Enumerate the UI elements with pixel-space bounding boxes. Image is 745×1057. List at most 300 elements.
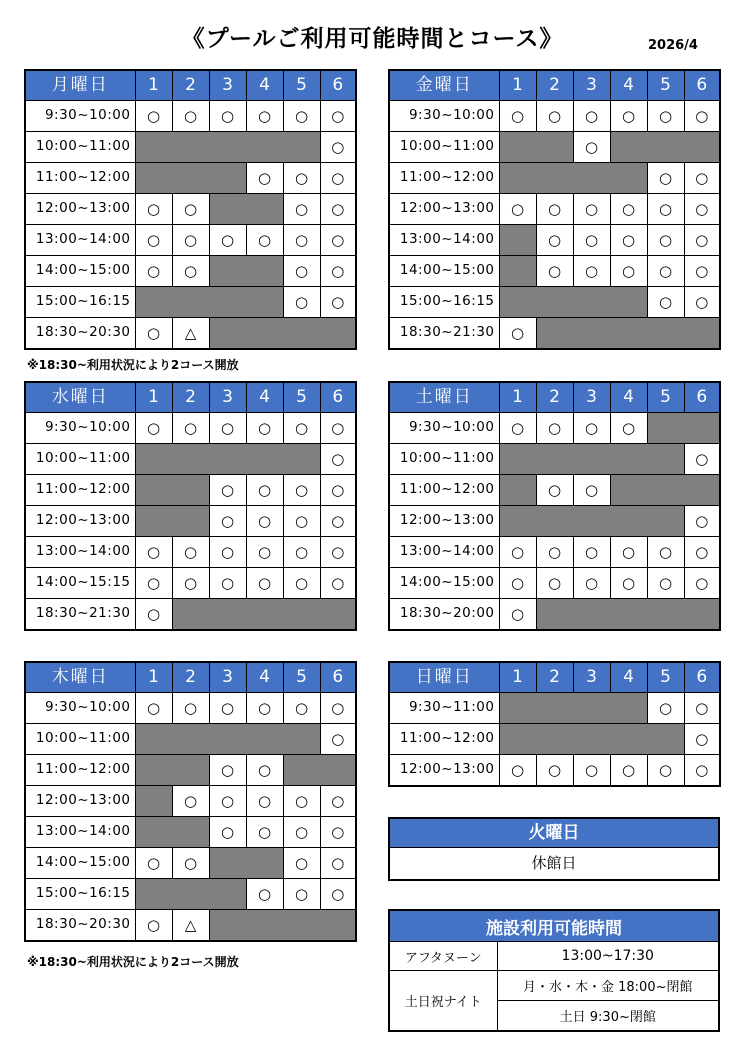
time-slot: 18:30~20:30: [25, 910, 135, 942]
available-mark: ○: [246, 537, 283, 568]
available-mark: ○: [172, 256, 209, 287]
available-mark: ○: [135, 256, 172, 287]
time-slot: 11:00~12:00: [25, 163, 135, 194]
time-row: [25, 599, 356, 631]
available-mark: ○: [320, 225, 356, 256]
time-slot: 12:00~13:00: [389, 755, 499, 787]
lane-header: 5: [283, 382, 320, 413]
time-slot: 13:00~14:00: [389, 537, 499, 568]
available-mark: ○: [135, 225, 172, 256]
time-slot: 11:00~12:00: [389, 475, 499, 506]
unavailable-cell: [209, 194, 283, 225]
time-row: [25, 724, 356, 755]
lane-header: 6: [320, 382, 356, 413]
available-mark: ○: [172, 848, 209, 879]
available-mark: ○: [135, 194, 172, 225]
time-slot: 14:00~15:00: [25, 256, 135, 287]
available-mark: ○: [246, 817, 283, 848]
time-row: [25, 755, 356, 786]
time-row: [25, 879, 356, 910]
time-row: [389, 318, 720, 350]
time-row: [389, 132, 720, 163]
lane-header: 5: [283, 662, 320, 693]
time-slot: 18:30~20:30: [25, 318, 135, 350]
available-mark: ○: [499, 599, 536, 631]
lane-header: 2: [536, 70, 573, 101]
unavailable-cell: [135, 163, 246, 194]
available-mark: ○: [573, 225, 610, 256]
time-row: [25, 568, 356, 599]
time-slot: 14:00~15:00: [25, 848, 135, 879]
lane-header: 5: [647, 382, 684, 413]
unavailable-cell: [135, 879, 246, 910]
time-row: [25, 287, 356, 318]
available-mark: ○: [172, 225, 209, 256]
available-mark: ○: [499, 568, 536, 599]
unavailable-cell: [499, 132, 573, 163]
available-mark: ○: [647, 163, 684, 194]
available-mark: ○: [209, 817, 246, 848]
available-mark: ○: [499, 318, 536, 350]
time-slot: 10:00~11:00: [25, 724, 135, 755]
unavailable-cell: [499, 256, 536, 287]
lane-header: 6: [320, 662, 356, 693]
available-mark: ○: [684, 287, 720, 318]
time-slot: 12:00~13:00: [389, 506, 499, 537]
available-mark: ○: [610, 755, 647, 787]
available-mark: ○: [573, 475, 610, 506]
time-row: [389, 413, 720, 444]
time-row: [389, 101, 720, 132]
lane-header: 1: [499, 662, 536, 693]
available-mark: ○: [684, 256, 720, 287]
available-mark: ○: [283, 256, 320, 287]
available-mark: ○: [684, 506, 720, 537]
available-mark: ○: [246, 506, 283, 537]
unavailable-cell: [499, 444, 684, 475]
available-mark: ○: [246, 163, 283, 194]
date-label: 2026/4: [648, 38, 698, 53]
lane-header: 3: [573, 382, 610, 413]
time-slot: 9:30~10:00: [389, 101, 499, 132]
available-mark: ○: [536, 537, 573, 568]
time-row: [389, 568, 720, 599]
tuesday-closed-box: [388, 817, 720, 881]
available-mark: ○: [283, 786, 320, 817]
available-mark: ○: [172, 413, 209, 444]
available-mark: ○: [135, 101, 172, 132]
available-mark: ○: [246, 225, 283, 256]
afternoon-time: 13:00~17:30: [497, 942, 719, 971]
time-slot: 18:30~21:30: [389, 318, 499, 350]
unavailable-cell: [499, 287, 647, 318]
time-row: [25, 444, 356, 475]
time-slot: 11:00~12:00: [25, 755, 135, 786]
time-slot: 9:30~10:00: [389, 413, 499, 444]
unavailable-cell: [647, 413, 720, 444]
available-mark: ○: [573, 568, 610, 599]
available-mark: ○: [135, 537, 172, 568]
available-mark: ○: [499, 755, 536, 787]
available-mark: ○: [172, 101, 209, 132]
time-slot: 18:30~20:00: [389, 599, 499, 631]
time-slot: 15:00~16:15: [389, 287, 499, 318]
available-mark: ○: [283, 879, 320, 910]
unavailable-cell: [610, 132, 720, 163]
lane-header: 4: [610, 70, 647, 101]
unavailable-cell: [499, 506, 684, 537]
available-mark: ○: [573, 537, 610, 568]
time-slot: 10:00~11:00: [25, 132, 135, 163]
available-mark: ○: [573, 413, 610, 444]
available-mark: ○: [283, 287, 320, 318]
lane-header: 6: [684, 662, 720, 693]
available-mark: ○: [320, 693, 356, 724]
time-slot: 15:00~16:15: [25, 287, 135, 318]
available-mark: ○: [610, 101, 647, 132]
available-mark: ○: [573, 101, 610, 132]
available-mark: ○: [135, 599, 172, 631]
time-row: [389, 225, 720, 256]
unavailable-cell: [135, 786, 172, 817]
afternoon-label: アフタヌーン: [389, 942, 497, 971]
available-mark: ○: [499, 101, 536, 132]
unavailable-cell: [209, 256, 283, 287]
available-mark: ○: [283, 817, 320, 848]
available-mark: ○: [209, 693, 246, 724]
available-mark: ○: [647, 568, 684, 599]
time-row: [25, 163, 356, 194]
available-mark: ○: [573, 755, 610, 787]
available-mark: ○: [283, 194, 320, 225]
available-mark: ○: [647, 256, 684, 287]
available-mark: ○: [320, 506, 356, 537]
time-row: [25, 101, 356, 132]
available-mark: ○: [135, 413, 172, 444]
time-row: [389, 194, 720, 225]
day-header: 水曜日: [25, 382, 135, 413]
lane-header: 2: [536, 382, 573, 413]
lane-header: 2: [172, 382, 209, 413]
time-row: [25, 506, 356, 537]
available-mark: ○: [536, 256, 573, 287]
available-mark: ○: [536, 225, 573, 256]
lane-header: 4: [610, 382, 647, 413]
lane-header: 6: [684, 70, 720, 101]
available-mark: ○: [209, 568, 246, 599]
available-mark: ○: [283, 101, 320, 132]
time-row: [389, 506, 720, 537]
lane-header: 2: [172, 662, 209, 693]
unavailable-cell: [209, 848, 283, 879]
available-mark: ○: [283, 568, 320, 599]
time-slot: 13:00~14:00: [389, 225, 499, 256]
lane-header: 6: [320, 70, 356, 101]
day-header: 木曜日: [25, 662, 135, 693]
available-mark: ○: [499, 194, 536, 225]
available-mark: ○: [209, 506, 246, 537]
available-mark: ○: [684, 537, 720, 568]
time-slot: 9:30~10:00: [25, 101, 135, 132]
lane-header: 6: [684, 382, 720, 413]
lane-header: 2: [172, 70, 209, 101]
available-mark: ○: [320, 724, 356, 755]
time-slot: 11:00~12:00: [389, 163, 499, 194]
available-mark: ○: [684, 755, 720, 787]
time-row: [25, 132, 356, 163]
available-mark: ○: [246, 101, 283, 132]
note-monday: ※18:30~利用状況により2コース開放: [27, 358, 239, 372]
available-mark: ○: [283, 475, 320, 506]
time-slot: 15:00~16:15: [25, 879, 135, 910]
time-row: [25, 225, 356, 256]
lane-header: 5: [647, 662, 684, 693]
facility-hours-title: 施設利用可能時間: [389, 910, 719, 942]
available-mark: ○: [246, 693, 283, 724]
unavailable-cell: [135, 475, 209, 506]
available-mark: ○: [135, 848, 172, 879]
schedule-table-thursday: [24, 661, 357, 942]
available-mark: ○: [684, 194, 720, 225]
available-mark: ○: [684, 693, 720, 724]
time-row: [389, 755, 720, 787]
time-row: [25, 537, 356, 568]
lane-header: 4: [246, 662, 283, 693]
available-mark: ○: [283, 693, 320, 724]
available-mark: ○: [135, 910, 172, 942]
time-slot: 10:00~11:00: [389, 132, 499, 163]
available-mark: ○: [172, 693, 209, 724]
unavailable-cell: [135, 755, 209, 786]
time-row: [389, 256, 720, 287]
available-mark: ○: [135, 693, 172, 724]
schedule-table-wednesday: [24, 381, 357, 631]
unavailable-cell: [536, 599, 720, 631]
lane-header: 1: [135, 662, 172, 693]
time-slot: 18:30~21:30: [25, 599, 135, 631]
time-slot: 12:00~13:00: [25, 506, 135, 537]
available-mark: ○: [684, 225, 720, 256]
lane-header: 1: [135, 382, 172, 413]
available-mark: ○: [573, 256, 610, 287]
available-mark: ○: [320, 132, 356, 163]
available-mark: ○: [610, 256, 647, 287]
time-row: [25, 194, 356, 225]
available-mark: ○: [499, 537, 536, 568]
unavailable-cell: [135, 724, 320, 755]
available-mark: ○: [172, 194, 209, 225]
available-mark: ○: [610, 568, 647, 599]
time-slot: 11:00~12:00: [389, 724, 499, 755]
available-mark: ○: [320, 101, 356, 132]
available-mark: ○: [647, 101, 684, 132]
time-slot: 12:00~13:00: [389, 194, 499, 225]
facility-hours-table: [388, 909, 720, 1032]
available-mark: ○: [320, 413, 356, 444]
time-slot: 10:00~11:00: [389, 444, 499, 475]
time-slot: 14:00~15:15: [25, 568, 135, 599]
available-mark: ○: [209, 475, 246, 506]
day-header: 月曜日: [25, 70, 135, 101]
available-mark: ○: [647, 287, 684, 318]
lane-header: 5: [283, 70, 320, 101]
available-mark: ○: [283, 848, 320, 879]
available-mark: ○: [283, 225, 320, 256]
available-mark: ○: [283, 163, 320, 194]
available-mark: ○: [647, 194, 684, 225]
tuesday-closed-text: 休館日: [390, 847, 718, 879]
unavailable-cell: [209, 318, 356, 350]
available-mark: ○: [320, 879, 356, 910]
unavailable-cell: [135, 506, 209, 537]
available-mark: ○: [573, 132, 610, 163]
unavailable-cell: [135, 817, 209, 848]
time-row: [389, 724, 720, 755]
lane-header: 3: [573, 70, 610, 101]
available-mark: ○: [209, 101, 246, 132]
available-mark: ○: [320, 287, 356, 318]
available-mark: ○: [536, 475, 573, 506]
available-mark: ○: [172, 786, 209, 817]
schedule-table-friday: [388, 69, 721, 350]
lane-header: 3: [209, 70, 246, 101]
unavailable-cell: [499, 724, 684, 755]
unavailable-cell: [283, 755, 356, 786]
lane-header: 3: [209, 662, 246, 693]
available-mark: ○: [684, 444, 720, 475]
available-mark: ○: [246, 475, 283, 506]
night-weekday-time: 月・水・木・金 18:00~閉館: [497, 971, 719, 1001]
available-mark: ○: [647, 755, 684, 787]
time-slot: 14:00~15:00: [389, 256, 499, 287]
available-mark: ○: [610, 537, 647, 568]
time-row: [25, 848, 356, 879]
unavailable-cell: [172, 599, 356, 631]
available-mark: ○: [647, 537, 684, 568]
lane-header: 1: [499, 70, 536, 101]
available-mark: ○: [499, 413, 536, 444]
time-row: [25, 817, 356, 848]
time-slot: 10:00~11:00: [25, 444, 135, 475]
limited-mark: △: [172, 318, 209, 350]
schedule-table-sunday: [388, 661, 721, 787]
available-mark: ○: [573, 194, 610, 225]
time-row: [25, 256, 356, 287]
time-row: [389, 599, 720, 631]
lane-header: 1: [135, 70, 172, 101]
available-mark: ○: [536, 413, 573, 444]
time-row: [389, 537, 720, 568]
available-mark: ○: [684, 724, 720, 755]
night-weekend-time: 土日 9:30~閉館: [497, 1001, 719, 1032]
time-slot: 11:00~12:00: [25, 475, 135, 506]
available-mark: ○: [246, 879, 283, 910]
time-row: [389, 475, 720, 506]
time-slot: 13:00~14:00: [25, 225, 135, 256]
time-row: [389, 693, 720, 724]
available-mark: ○: [536, 101, 573, 132]
unavailable-cell: [499, 475, 536, 506]
day-header: 金曜日: [389, 70, 499, 101]
available-mark: ○: [209, 225, 246, 256]
page-title: 《プールご利用可能時間とコース》: [181, 26, 564, 52]
time-slot: 14:00~15:00: [389, 568, 499, 599]
unavailable-cell: [135, 444, 320, 475]
available-mark: ○: [320, 568, 356, 599]
available-mark: ○: [320, 475, 356, 506]
time-row: [25, 413, 356, 444]
available-mark: ○: [684, 568, 720, 599]
time-slot: 13:00~14:00: [25, 537, 135, 568]
schedule-table-monday: [24, 69, 357, 350]
unavailable-cell: [610, 475, 720, 506]
time-row: [25, 693, 356, 724]
lane-header: 4: [246, 382, 283, 413]
available-mark: ○: [320, 256, 356, 287]
time-slot: 13:00~14:00: [25, 817, 135, 848]
available-mark: ○: [172, 568, 209, 599]
unavailable-cell: [135, 132, 320, 163]
available-mark: ○: [536, 755, 573, 787]
time-row: [25, 786, 356, 817]
available-mark: ○: [172, 537, 209, 568]
available-mark: ○: [320, 194, 356, 225]
available-mark: ○: [320, 537, 356, 568]
available-mark: ○: [610, 194, 647, 225]
lane-header: 3: [573, 662, 610, 693]
time-row: [25, 910, 356, 942]
time-row: [389, 444, 720, 475]
available-mark: ○: [135, 318, 172, 350]
lane-header: 1: [499, 382, 536, 413]
available-mark: ○: [647, 693, 684, 724]
available-mark: ○: [536, 568, 573, 599]
time-slot: 9:30~10:00: [25, 413, 135, 444]
limited-mark: △: [172, 910, 209, 942]
time-row: [389, 163, 720, 194]
available-mark: ○: [320, 848, 356, 879]
available-mark: ○: [246, 786, 283, 817]
unavailable-cell: [499, 693, 647, 724]
available-mark: ○: [320, 163, 356, 194]
unavailable-cell: [135, 287, 283, 318]
day-header: 日曜日: [389, 662, 499, 693]
tuesday-header: 火曜日: [390, 819, 718, 847]
available-mark: ○: [246, 755, 283, 786]
available-mark: ○: [283, 537, 320, 568]
available-mark: ○: [610, 413, 647, 444]
time-row: [25, 318, 356, 350]
time-slot: 9:30~11:00: [389, 693, 499, 724]
available-mark: ○: [209, 413, 246, 444]
lane-header: 5: [647, 70, 684, 101]
unavailable-cell: [209, 910, 356, 942]
unavailable-cell: [499, 225, 536, 256]
unavailable-cell: [536, 318, 720, 350]
lane-header: 3: [209, 382, 246, 413]
time-slot: 9:30~10:00: [25, 693, 135, 724]
time-row: [25, 475, 356, 506]
night-label: 土日祝ナイト: [389, 971, 497, 1032]
available-mark: ○: [684, 101, 720, 132]
available-mark: ○: [320, 444, 356, 475]
lane-header: 4: [610, 662, 647, 693]
available-mark: ○: [209, 786, 246, 817]
available-mark: ○: [320, 786, 356, 817]
available-mark: ○: [246, 413, 283, 444]
lane-header: 2: [536, 662, 573, 693]
available-mark: ○: [610, 225, 647, 256]
